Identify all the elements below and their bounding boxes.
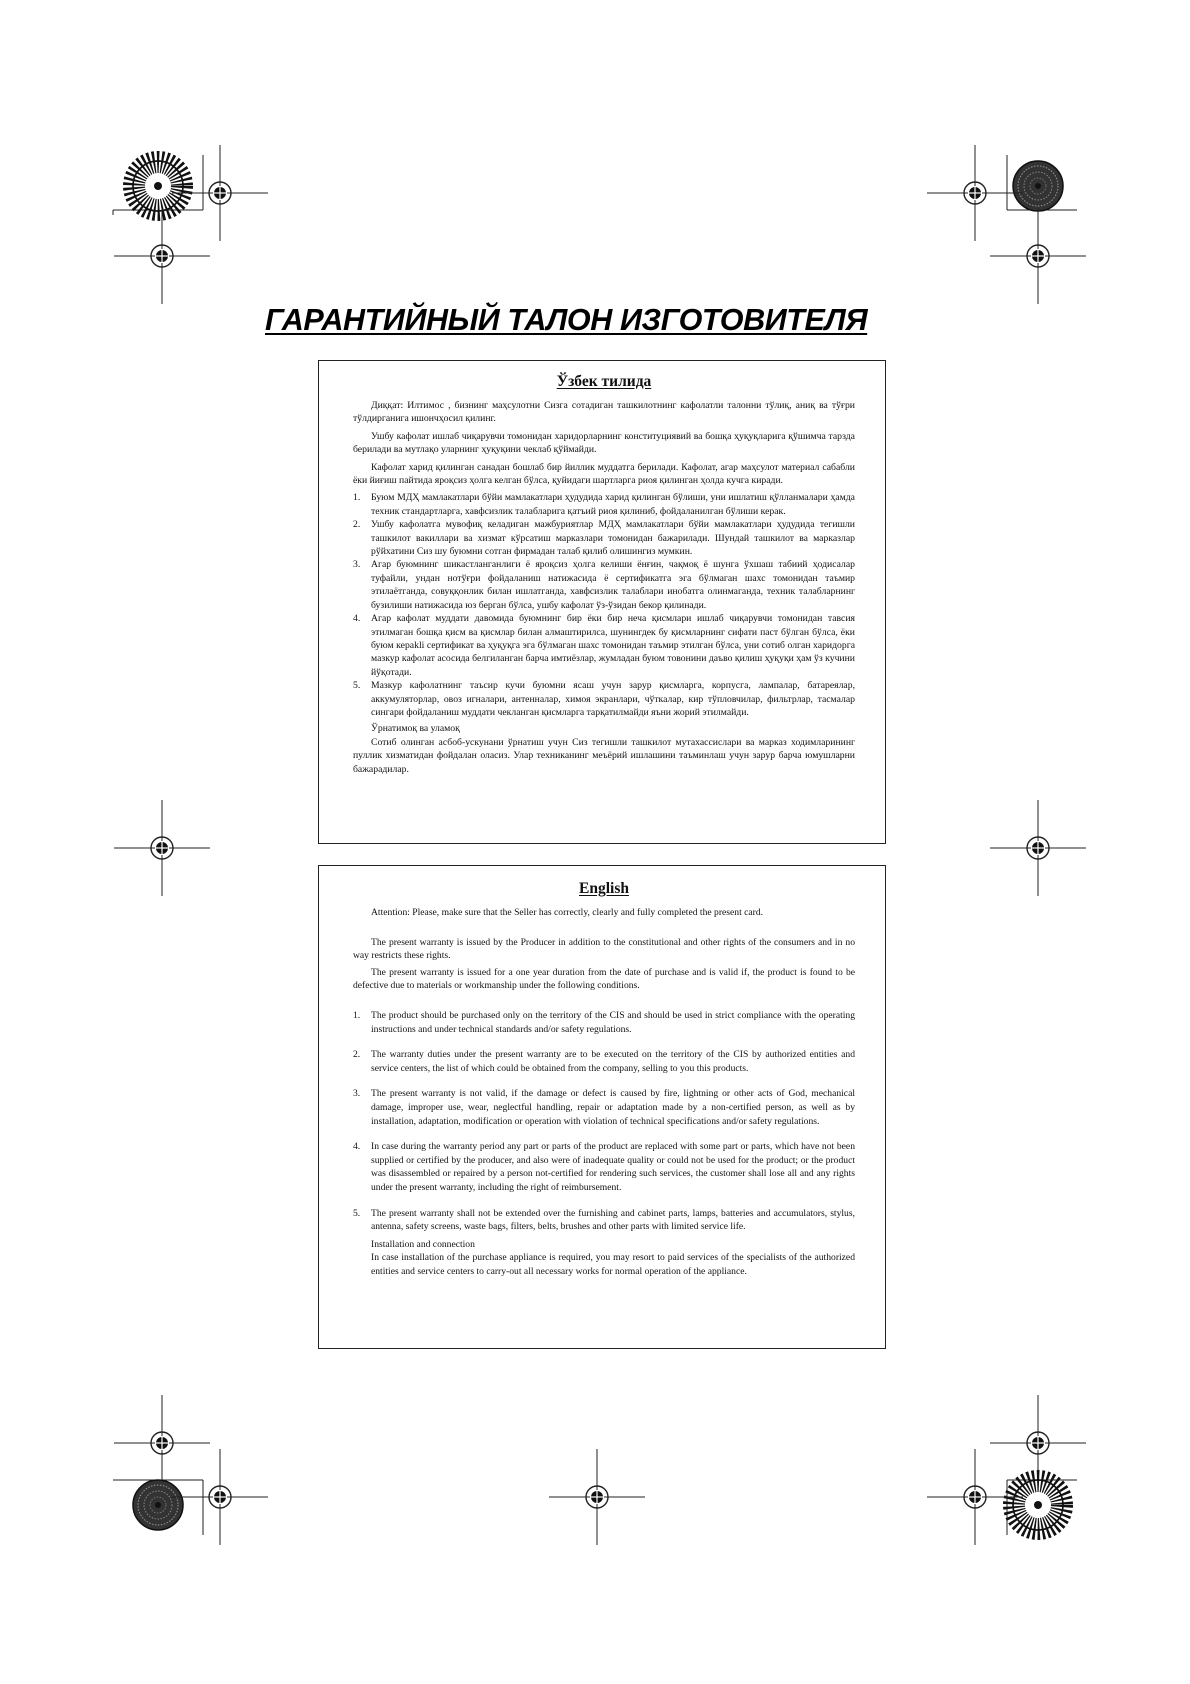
english-paragraph-1: The present warranty is issued by the Producer in addition to the constitutional and other rights of the consumers and in no way restricts these rights.: [353, 936, 855, 962]
uzbek-condition-item: 2. Ушбу кафолатга мувофиқ келадиган мажбуриятлар МДҲ мамлакатлари бўйи мамлакатлари ҳудудида тегишли ташкилот вакиллари ва хизмат кўрсатиш марказлари томонидан бажарилади. Шундай ташкилот ва марказлар рўйхатини Сиз шу буюмни сотган фирмадан талаб қилиб олишингиз мумкин.: [353, 519, 855, 558]
uzbek-warranty-section: [318, 360, 886, 844]
english-condition-item: 1. The product should be purchased only on the territory of the CIS and should be used in strict compliance with the operating instructions and under technical standards and/or safety regulations.: [353, 1009, 855, 1035]
english-installation-title: Installation and connection: [371, 1238, 475, 1250]
uzbek-conditions-list: [353, 491, 855, 719]
registration-mark-right-upper: [990, 208, 1086, 304]
registration-mark-top-left: [172, 145, 268, 241]
english-conditions-list: [353, 1009, 855, 1234]
uzbek-condition-item: 4. Агар кафолат муддати давомида буюмнинг бир ёки бир неча қисмлари ишлаб чиқарувчи томонидан тавсия этилмаган бошқа қисм ва қисмлар билан алмаштирилса, шунингдек бу қисмларнинг сифати паст бўлган бўлса, ёки буюм кераkli сертификат ва ҳуқуқга эга бўлмаган шахс томонидан таъмир этилган бўлса, уни сотиб олган харидорга мазкур кафолат асосида белгиланган барча имтиёзлар, жумладан буюм товонини даъво қилиш ҳуқуқи ҳам ўз кучини йўқотади.: [353, 613, 855, 678]
uzbek-paragraph-2: Кафолат харид қилинган санадан бошлаб бир йиллик муддатга берилади. Кафолат, агар маҳсулот материал сабабли ёки йиғиш пайтида яроқсиз ҳолга келган бўлса, қуйидаги шартларга риоя қилинган ҳолда кучга киради.: [353, 461, 855, 487]
english-attention-text: Attention: Please, make sure that the Seller has correctly, clearly and fully completed the present card.: [371, 907, 764, 918]
registration-mark-bottom-center: [549, 1449, 645, 1545]
registration-mark-left-lower: [114, 1395, 210, 1491]
english-condition-item: 2. The warranty duties under the present warranty are to be executed on the territory of the CIS by authorized entities and service centers, the list of which could be obtained from the company, selling to you this products.: [353, 1049, 855, 1074]
english-paragraph-2: The present warranty is issued for a one year duration from the date of purchase and is valid if, the product is found to be defective due to materials or workmanship under the following conditions.: [353, 966, 855, 992]
registration-mark-right-middle: [990, 800, 1086, 896]
registration-mark-left-upper: [114, 208, 210, 304]
uzbek-installation-text: Сотиб олинган асбоб-ускунани ўрнатиш учун Сиз тегишли ташкилот мутахассислари ва марказ ходимларининг пуллик хизматидан фойдалан оласиз. Улар техниканинг меъёрий ишлашини таъминлаш учун зарур барча юмушларни бажарадилар.: [353, 736, 855, 775]
uzbek-attention-text: Диққат: Илтимос , бизнинг маҳсулотни Сизга сотадиган ташкилотнинг кафолатли талонни тўлиқ, аниқ ва тўғри тўлдирганига ишончҳосил қилинг.: [353, 400, 855, 425]
uzbek-condition-item: 1. Буюм МДҲ мамлакатлари бўйи мамлакатлари ҳудудида харид қилинган бўлиши, уни ишлатиш қўлланмалари ҳамда техник стандартларга, хавфсизлик талабларига қатъий риоя қилиниб, фойдаланилган бўлиши керак.: [353, 492, 855, 517]
english-section-heading: English: [579, 880, 629, 897]
registration-mark-top-right: [927, 145, 1023, 241]
registration-mark-left-middle: [114, 800, 210, 896]
english-condition-item: 4. In case during the warranty period any part or parts of the product are replaced with some part or parts, which have not been supplied or certified by the producer, and also were of inadequate quality or could not be used for the product; or the product was disassembled or repaired by a person not-certified for rendering such services, the customer shall lose all and any rights under the present warranty, including the right of reimbursement.: [353, 1141, 855, 1193]
star-target-bottom-right: [1013, 1480, 1063, 1530]
star-target-top-left: [133, 161, 183, 211]
uzbek-paragraph-1: Ушбу кафолат ишлаб чиқарувчи томонидан харидорларнинг конституциявий ва бошқа ҳуқуқларига қўшимча тарзда берилади ва мутлақо уларнинг ҳуқуқини чеклаб қўймайди.: [353, 430, 855, 456]
registration-mark-bottom-left: [172, 1449, 268, 1545]
english-warranty-section: [318, 865, 886, 1349]
page-title: ГАРАНТИЙНЫЙ ТАЛОН ИЗГОТОВИТЕЛЯ: [265, 303, 868, 337]
english-condition-item: 5. The present warranty shall not be extended over the furnishing and cabinet parts, lamps, batteries and accumulators, stylus, antenna, safety screens, waste bags, filters, belts, brushes and other parts with limited service life.: [353, 1207, 855, 1233]
english-installation-text: In case installation of the purchase appliance is required, you may resort to paid services of the specialists of the authorized entities and service centers to carry-out all necessary works for normal operation of the appliance.: [371, 1252, 855, 1277]
uzbek-condition-item: 5. Мазкур кафолатнинг таъсир кучи буюмни ясаш учун зарур қисмларга, корпусга, лампалар, батареялар, аккумуляторлар, овоз игналари, антенналар, химоя экранлари, чўткалар, кир тўпловчилар, фильтрлар, тасмалар сингари фойдаланиш муддати чекланган қисмларга тарқатилмайди яъни жорий этилмайди.: [353, 680, 855, 718]
disc-target-bottom-left: [133, 1480, 183, 1530]
english-condition-item: 3. The present warranty is not valid, if the damage or defect is caused by fire, lightning or other acts of God, mechanical damage, improper use, wear, neglectful handling, repair or adaptation made by a non-certified person, as well as by installation, adaptation, modification or operation with violation of technical specifications and/or safety regulations.: [353, 1088, 855, 1127]
uzbek-condition-item: 3. Агар буюмнинг шикастланганлиги ё яроқсиз ҳолга келиши ёнғин, чақмоқ ё шунга ўхшаш табиий ҳодисалар туфайли, ундан нотўғри фойдаланиш натижасида ё сертификатга эга бўлмаган шахс томонидан таъмир этилаётганда, совуққонлик билан ишлатганда, хавфсизлик талаблари инобатга олинмаганда, техник талабларнинг бузилиши натижасида юз берган бўлса, ушбу кафолат ўз-ўзидан бекор қилинади.: [353, 559, 855, 611]
registration-mark-bottom-right: [927, 1449, 1023, 1545]
uzbek-installation-title: Ўрнатимоқ ва уламоқ: [371, 723, 460, 735]
uzbek-section-heading: Ўзбек тилида: [556, 373, 652, 390]
disc-target-top-right: [1013, 161, 1063, 211]
